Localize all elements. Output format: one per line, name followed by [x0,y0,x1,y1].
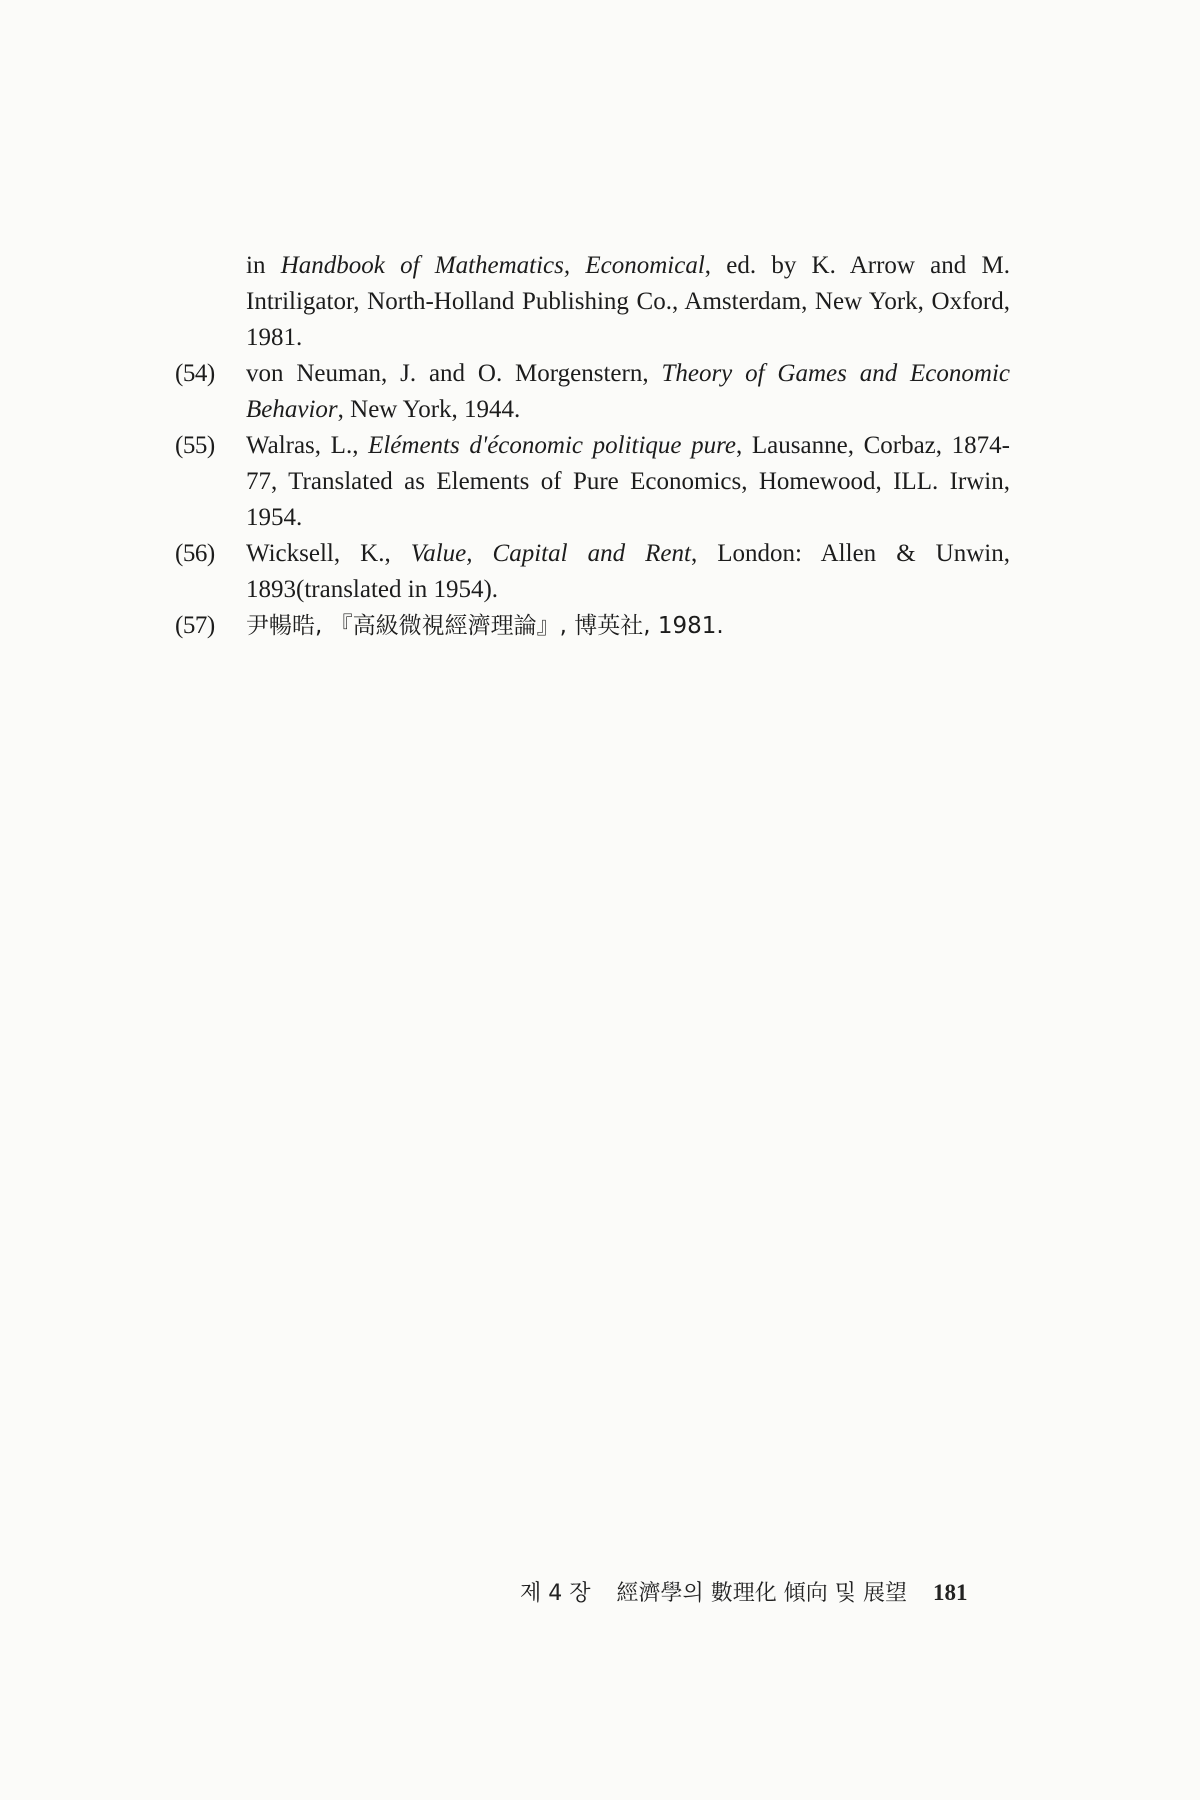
reference-title: Theory of Games and Economic Behavior [246,360,1011,423]
reference-segment: von Neuman, J. and O. Morgenstern, [246,360,662,387]
reference-item [175,248,1010,356]
reference-item [175,608,1010,644]
reference-number: (54) [175,360,215,387]
reference-item [175,356,1010,428]
reference-segment: Wicksell, K., [246,540,411,567]
running-footer [520,1578,1020,1609]
reference-item [175,428,1010,536]
reference-segment: in [246,252,281,279]
page-number: 181 [932,1580,968,1605]
reference-segment: , London: Allen & Unwin, 1893(translated in 1954). [246,540,1010,603]
reference-title: Eléments d'économic politique pure [368,432,737,459]
reference-title: Handbook of Mathematics, Economical [280,252,705,279]
reference-list [175,248,1010,644]
reference-number: (55) [175,432,215,459]
footer-chapter: 제 4 장 [520,1581,591,1606]
reference-number: (57) [175,612,215,639]
reference-text [246,248,1010,356]
footer-title: 經濟學의 數理化 傾向 및 展望 [616,1581,907,1606]
reference-text [246,356,1010,428]
reference-segment: Walras, L., [246,432,369,459]
reference-segment: , ed. by K. Arrow and M. Intriligator, North-Holland Publishing Co., Amsterdam, New York, Oxford, 1981. [246,252,1010,351]
reference-title: Value, Capital and Rent [410,540,691,567]
reference-segment: , New York, 1944. [337,396,521,423]
reference-text [246,536,1010,608]
reference-number: (56) [175,540,215,567]
reference-text [246,608,1010,644]
reference-segment: , Lausanne, Corbaz, 1874-77, Translated as Elements of Pure Economics, Homewood, ILL. Irwin, 1954. [246,432,1010,531]
reference-text [246,428,1010,536]
reference-item [175,536,1010,608]
reference-segment: 尹暢晧, 『高級微視經濟理論』, 博英社, 1981. [246,613,724,639]
